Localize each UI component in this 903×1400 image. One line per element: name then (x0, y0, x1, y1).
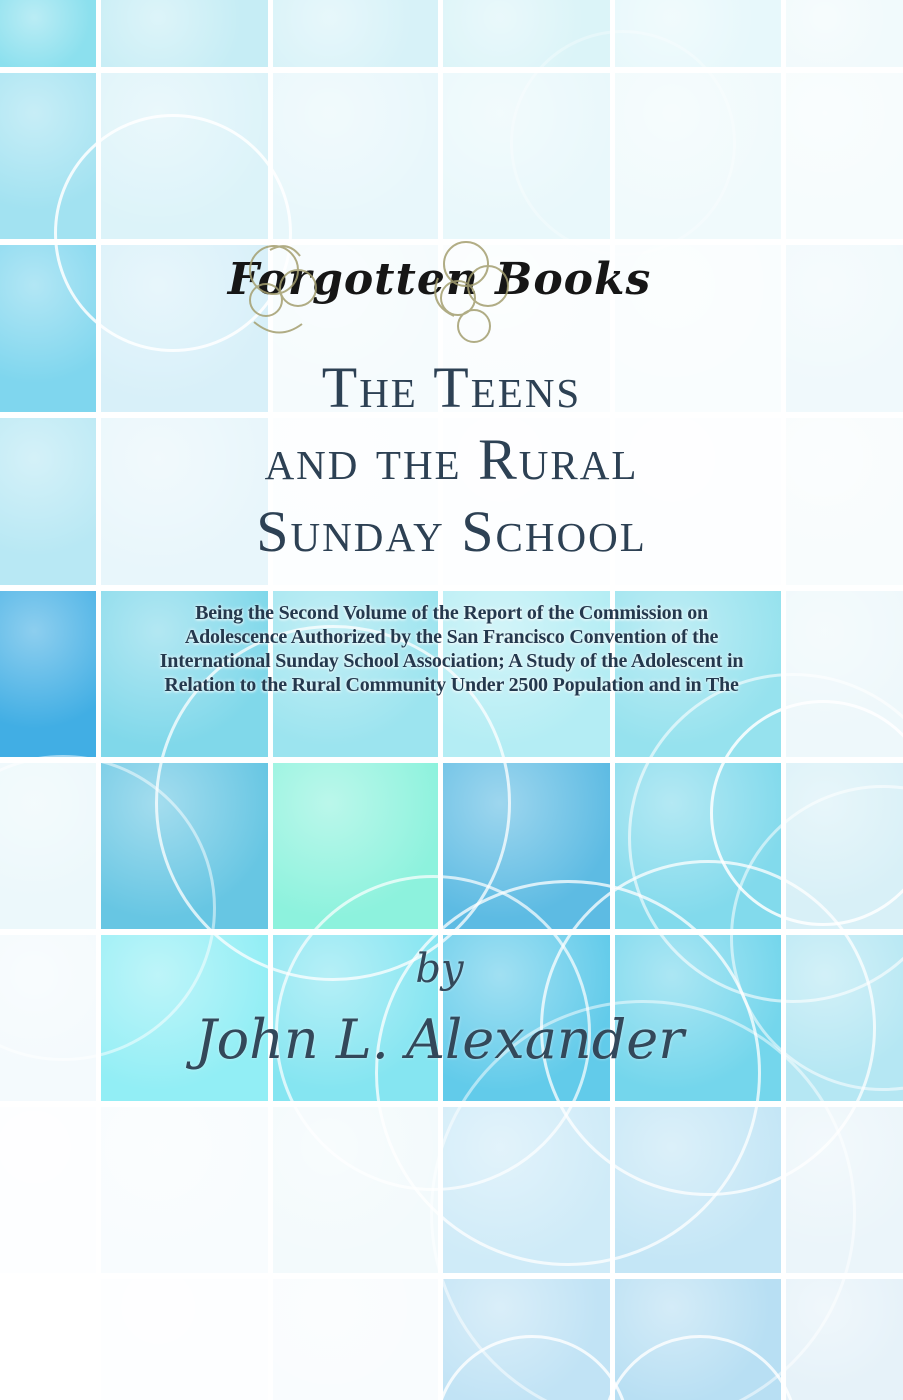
grid-line (0, 1273, 903, 1279)
subtitle-line-2: Adolescence Authorized by the San Francisco Convention of the (184, 626, 719, 648)
grid-line (96, 0, 101, 1400)
title-line-2: and the Rural (264, 427, 639, 492)
book-title (0, 352, 903, 568)
subtitle-line-3: International Sunday School Association; A Study of the Adolescent in (159, 650, 744, 672)
publisher-logo (0, 246, 891, 346)
subtitle-line-1: Being the Second Volume of the Report of the Commission on (195, 602, 708, 624)
grid-line (0, 1101, 903, 1107)
byline-prefix: by (415, 946, 464, 992)
grid-line (0, 585, 903, 591)
title-line-1: The Teens (321, 355, 582, 420)
publisher-logo-text: Forgotten Books (227, 254, 652, 305)
grid-line (781, 0, 786, 1400)
grid-line (0, 67, 903, 73)
logo-flourish-icon (418, 238, 518, 356)
subtitle-line-4: Relation to the Rural Community Under 2500 Population and in The (164, 674, 739, 696)
logo-flourish-icon (240, 238, 332, 348)
title-line-3: Sunday School (256, 499, 647, 564)
grid-line (0, 929, 903, 935)
grid-line (610, 0, 615, 1400)
book-subtitle (0, 601, 903, 697)
author-name: John L. Alexander (194, 1008, 685, 1071)
grid-line (0, 757, 903, 763)
grid-line (268, 0, 273, 1400)
grid-line (438, 0, 443, 1400)
